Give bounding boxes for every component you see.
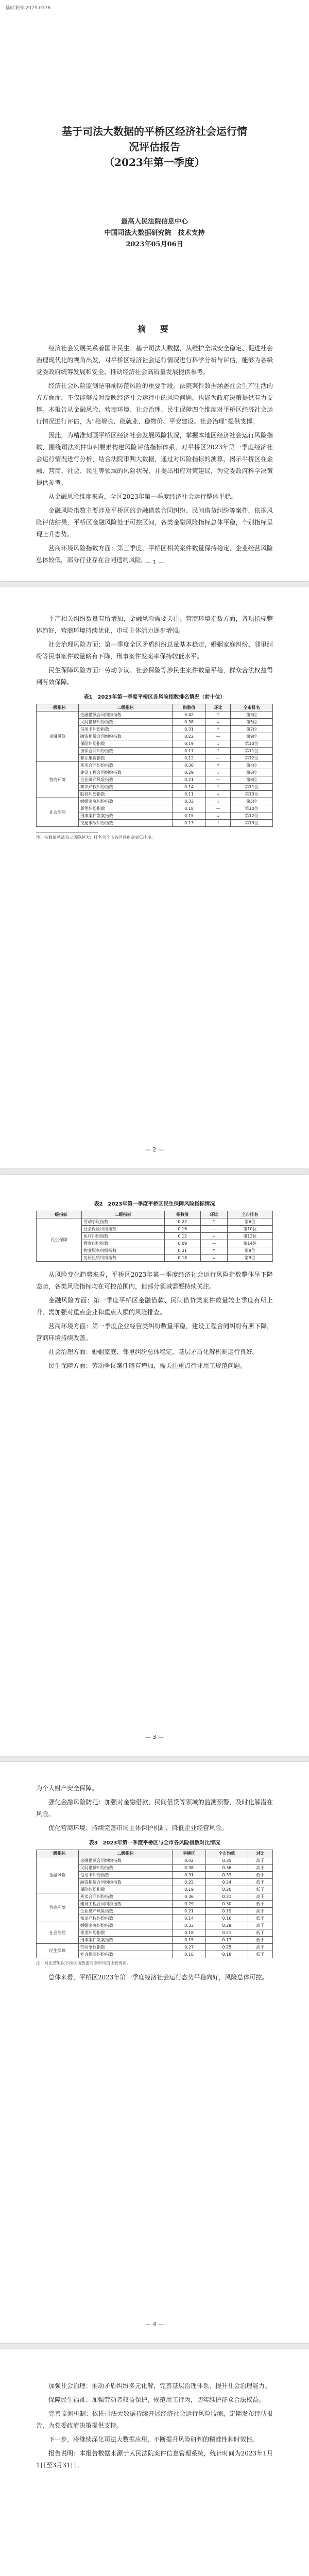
table-row [37, 1893, 273, 1901]
table-row [37, 711, 273, 719]
table-cell: 第13位 [231, 791, 273, 798]
page-number: — 2 — [145, 1146, 164, 1153]
table-cell: 第3位 [231, 711, 273, 719]
page-1 [0, 0, 309, 581]
column-header: 全市排名 [227, 1211, 272, 1218]
table-cell: 非法集资指数 [78, 755, 172, 762]
column-header: 二级指标 [78, 1850, 172, 1857]
table-cell: 民间借贷纠纷指数 [78, 719, 172, 726]
issuer-line: 中国司法大数据研究院 技术支持 [104, 229, 205, 237]
table-cell: 0.33 [173, 1922, 206, 1929]
table-cell: ↑ [200, 1218, 227, 1226]
table-cell: 第9位 [231, 733, 273, 740]
table-cell: 0.21 [164, 1247, 200, 1255]
table-cell: 建设工程合同纠纷指数 [78, 769, 172, 776]
table-cell: ↑ [206, 748, 231, 755]
table-cell: 股权纠纷指数 [78, 791, 172, 798]
table-cell: ↑ [206, 726, 231, 733]
table-cell: 物业服务纠纷指数 [82, 1247, 165, 1255]
table-cell: 劳动争议指数 [82, 1218, 165, 1226]
table-cell: 0.33 [206, 1872, 248, 1879]
table-caption: 表3 2023年第一季度平桥区与全市各风险指数对比情况 [89, 1840, 220, 1846]
paragraph: 平产相关纠纷数量有所增加，金融风险需要关注。营商环境指数方面，各项指标整体趋好，营商环境持续优化，市场主体活力逐步增强。 [36, 615, 273, 634]
paragraph: 强化金融风险防范：加强对金融借款、民间借贷等领域的监测预警，及时化解潜在风险。 [36, 1799, 273, 1818]
table-cell: 企业破产风险指数 [78, 1908, 172, 1915]
column-header: 指数值 [164, 1211, 200, 1218]
table-cell: 金融借款合同纠纷指数 [78, 1857, 172, 1865]
table-cell: 信用卡纠纷指数 [78, 726, 172, 733]
table-cell: — [200, 1240, 227, 1247]
report-title [36, 124, 273, 170]
table-cell: 0.31 [173, 726, 206, 733]
paragraph: 金融风险方面：第一季度平桥区金融借款、民间借贷类案件数量较上季度有所上升，需加强对重点企业和重点人群的风险排查。 [36, 1297, 273, 1316]
table-cell: 0.09 [164, 1240, 200, 1247]
title-line: （2023年第一季度） [104, 156, 205, 168]
table-cell: 第13位 [231, 820, 273, 827]
table-cell: 0.25 [206, 1944, 248, 1951]
table-cell: — [200, 1226, 227, 1233]
table-cell: 第4位 [231, 762, 273, 769]
title-line: 况评估报告 [129, 141, 180, 153]
table-cell: 0.15 [173, 812, 206, 820]
table-cell: 知识产权纠纷指数 [78, 1915, 172, 1922]
table-cell: 0.17 [206, 1937, 248, 1944]
table-cell: 0.38 [173, 719, 206, 726]
table-cell: 0.29 [173, 769, 206, 776]
table-cell: ↑ [206, 820, 231, 827]
table-cell: 第8位 [231, 776, 273, 784]
table-cell: 第5位 [231, 719, 273, 726]
title-line: 基于司法大数据的平桥区经济社会运行情 [62, 125, 247, 138]
table-cell: 0.17 [173, 748, 206, 755]
table-cell: 0.35 [206, 1857, 248, 1865]
paragraph: 完善监测机制：依托司法大数据持续开展经济社会运行风险监测，定期发布评估报告，为党委政府决策提供支持。 [36, 2410, 273, 2429]
table-cell: 低于 [248, 1879, 272, 1886]
table-cell: 第14位 [227, 1240, 272, 1247]
table-cell: 0.19 [173, 1886, 206, 1893]
group-cell: 营商环境 [37, 762, 79, 798]
paragraph: 从风险变化趋势来看，平桥区2023年第一季度经济社会运行风险指数整体呈下降态势，各类风险指标均在可控范围内，但部分领域需要持续关注。 [36, 1271, 273, 1290]
page-number: — 1 — [145, 559, 164, 566]
table-cell: 0.29 [173, 1901, 206, 1908]
table-cell: 第10位 [227, 1226, 272, 1233]
risk-index-table [36, 704, 273, 827]
table-cell: 0.22 [173, 1879, 206, 1886]
comparison-table [36, 1850, 273, 1958]
table-cell: 0.12 [164, 1233, 200, 1240]
group-cell: 民生保障 [37, 1218, 82, 1262]
table-row [37, 1857, 273, 1865]
group-cell: 金融风险 [37, 711, 79, 762]
table-cell: 0.21 [173, 776, 206, 784]
paragraph: 民生保障方面：劳动争议案件略有增加，需关注重点行业用工规范问题。 [48, 1362, 247, 1369]
table-cell: — [206, 776, 231, 784]
paragraph: 社会治理风险方面：第一季度全区矛盾纠纷总量基本稳定，婚姻家庭纠纷、邻里纠纷等民事案件数量略有下降，刑事案件发案率保持较低水平。 [36, 641, 273, 660]
table-cell: 0.11 [173, 791, 206, 798]
table-cell: 保险纠纷指数 [78, 1886, 172, 1893]
table-cell: 0.15 [173, 1937, 206, 1944]
table-cell: 0.16 [173, 1951, 206, 1958]
table-cell: 0.12 [173, 755, 206, 762]
table-cell: 0.16 [206, 1915, 248, 1922]
table-cell: 0.30 [206, 1901, 248, 1908]
table-caption: 表2 2023年第一季度平桥区民生保障风险指标情况 [94, 1201, 215, 1207]
table-cell: 刑事案件发案指数 [78, 812, 172, 820]
table-cell: 刑事案件发案指数 [78, 1937, 172, 1944]
table-cell: ↓ [206, 791, 231, 798]
table-cell: ↑ [200, 1247, 227, 1255]
paragraph: 社会治理方面：婚姻家庭、邻里纠纷总体稳定，基层矛盾化解机制运行良好。 [48, 1348, 259, 1355]
table-cell: 第8位 [227, 1247, 272, 1255]
paragraph: 加强社会治理：推动矛盾纠纷多元化解，完善基层治理体系，提升社会治理能力。 [48, 2382, 271, 2389]
table-cell: 0.29 [206, 1922, 248, 1929]
table-cell: 0.14 [173, 784, 206, 791]
table-cell: 医疗纠纷指数 [82, 1233, 165, 1240]
table-cell: 劳动争议指数 [78, 1944, 172, 1951]
table-row [37, 1944, 273, 1951]
table-cell: 低于 [248, 1929, 272, 1937]
table-cell: 第11位 [231, 748, 273, 755]
table-cell: 低于 [248, 1901, 272, 1908]
paragraph: 保障民生福祉：加强劳动者权益保护，规范用工行为，切实维护群众合法权益。 [48, 2396, 265, 2403]
table-caption: 表1 2023年第一季度平桥区各风险指数排名情况（前十位） [83, 694, 226, 700]
table-cell: 0.20 [206, 1886, 248, 1893]
table-cell: — [206, 805, 231, 812]
table-cell: ↓ [200, 1233, 227, 1240]
paragraph: 为个人财产安全保障。 [36, 1785, 98, 1792]
issuer-line: 最高人民法院信息中心 [121, 218, 188, 226]
table-cell: 0.18 [164, 1255, 200, 1262]
table-cell: 高于 [248, 1865, 272, 1872]
table-cell: 第5位 [231, 798, 273, 805]
column-header: 全市排名 [231, 704, 273, 711]
table-cell: 0.36 [206, 1865, 248, 1872]
page-number: — 3 — [145, 1734, 164, 1740]
table-cell: 第9位 [227, 1255, 272, 1262]
table-cell: 婚姻家庭纠纷指数 [78, 798, 172, 805]
table-cell: 买卖合同纠纷指数 [78, 762, 172, 769]
livelihood-index-table [36, 1211, 273, 1262]
column-header: 指数值 [173, 704, 206, 711]
page-4 [0, 1762, 309, 2343]
table-cell: ↓ [206, 812, 231, 820]
table-cell: 第11位 [231, 784, 273, 791]
table-cell: 担保合同纠纷指数 [78, 748, 172, 755]
table-cell: 第6位 [231, 769, 273, 776]
table-note: 注：指数值越高表示风险越大；排名为全市各区县由高到低排序。 [36, 835, 156, 840]
table-note: 注：对比结果以平桥区指数值与全市均值比较得出。 [36, 1961, 131, 1965]
table-cell: ↑ [206, 711, 231, 719]
paragraph: 因此，为精准刻画平桥区经济社会发展风险状况，掌握本地区经济社会运行风险指数，围绕司法案件审判要素构建风险评估指标体系，对平桥区2023年第一季度经济社会运行情况进行分析，结合法院审判大数据，通过对风险指标的测算，揭示平桥区在金融、营商、社会、民生等领域的风险状况，并提出相应对策建议，为党委政府科学决策提供参考。 [36, 432, 273, 486]
table-row [37, 798, 273, 805]
paragraph: 从金融风险维度来看，全区2023年第一季度经济社会运行整体平稳。 [48, 493, 237, 500]
table-cell: ↑ [206, 784, 231, 791]
table-cell: 0.22 [173, 733, 206, 740]
table-cell: 0.19 [206, 1908, 248, 1915]
abstract-heading: 摘 要 [137, 324, 171, 334]
table-cell: 0.33 [173, 798, 206, 805]
table-row [37, 1218, 273, 1226]
column-header: 环比 [200, 1211, 227, 1218]
group-cell: 金融风险 [37, 1857, 79, 1893]
table-cell: 0.36 [173, 1893, 206, 1901]
table-cell: 低于 [248, 1872, 272, 1879]
table-cell: 高于 [248, 1893, 272, 1901]
table-cell: 第10位 [231, 740, 273, 748]
column-header: 一级指标 [37, 1850, 79, 1857]
column-header: 一级指标 [37, 1211, 82, 1218]
table-cell: 0.18 [173, 1929, 206, 1937]
paragraph: 经济社会风险监测是事前防范风险的重要手段。法院案件数据涵盖社会生产生活的方方面面，不仅能够及时反映经济社会运行中的风险问题，也能为政府决策提供有力支撑。本报告从金融风险、营商环境、社会治理、民生保障四个维度对平桥区经济社会运行情况进行评估，为“稳增长、稳就业、稳物价、平安建设、社会治理”提供支撑。 [36, 382, 273, 425]
table-cell: 高于 [248, 1944, 272, 1951]
table-cell: 0.38 [173, 1865, 206, 1872]
table-cell: 信用卡纠纷指数 [78, 1872, 172, 1879]
paragraph: 营商环境方面：第一季度企业经营类纠纷数量平稳，建设工程合同纠纷有所下降，营商环境持续改善。 [36, 1323, 273, 1342]
column-header: 全市均值 [206, 1850, 248, 1857]
table-row [37, 762, 273, 769]
table-cell: ↓ [206, 798, 231, 805]
table-cell: 金融借款合同纠纷指数 [78, 711, 172, 719]
table-cell: 高于 [248, 1922, 272, 1929]
table-cell: 邻里纠纷指数 [78, 1929, 172, 1937]
paragraph: 经济社会发展关系着国计民生。基于司法大数据，从维护全域安全稳定、促进社会治理现代化的视角出发，对平桥区经济社会运行情况进行科学分析与评估，能够为各级党委政府统筹发展和安全、推动经济社会高质量发展提供参考。 [36, 345, 273, 376]
group-cell: 营商环境 [37, 1893, 79, 1922]
group-cell: 民生保障 [37, 1944, 79, 1958]
column-header: 二级指标 [78, 704, 172, 711]
issuer-block [36, 216, 273, 250]
page-5 [0, 2349, 309, 2576]
table-cell: 第12位 [231, 812, 273, 820]
table-row [37, 1922, 273, 1929]
column-header: 二级指标 [82, 1211, 165, 1218]
table-cell: 融资租赁合同纠纷指数 [78, 1879, 172, 1886]
table-cell: 低于 [248, 1951, 272, 1958]
table-cell: 0.21 [173, 1908, 206, 1915]
table-cell: 0.18 [206, 1951, 248, 1958]
paragraph: 金融风险指数主要涉及平桥区的金融借款合同纠纷、民间借贷纠纷等案件，依据风险评估结果，平桥区金融风险处于可控区间，各类金融风险指标总体平稳，个别指标呈现上升态势。 [36, 507, 273, 538]
table-cell: 高于 [248, 1908, 272, 1915]
table-cell: 0.21 [206, 1929, 248, 1937]
column-header: 一级指标 [37, 704, 79, 711]
paragraph: 下一步，将继续深化司法大数据应用，不断提升风险研判的精准性和时效性。 [48, 2436, 259, 2443]
report-date: 2023年05月06日 [126, 241, 183, 248]
group-cell: 社会治理 [37, 1922, 79, 1944]
table-cell: 0.24 [206, 1879, 248, 1886]
table-cell: 保险纠纷指数 [78, 740, 172, 748]
table-cell: 邻里纠纷指数 [78, 805, 172, 812]
footnote-divider [36, 832, 98, 833]
page-3 [0, 1175, 309, 1756]
table-cell: 民间借贷纠纷指数 [78, 1865, 172, 1872]
table-cell: 0.42 [173, 1857, 206, 1865]
column-header: 平桥区 [173, 1850, 206, 1857]
table-cell: ↓ [206, 740, 231, 748]
table-cell: 0.27 [173, 1944, 206, 1951]
paragraph: 报告说明：本报告数据来源于人民法院案件信息管理系统，统计时间为2023年1月1日至3月31日。 [36, 2450, 273, 2469]
table-cell: 融资租赁合同纠纷指数 [78, 733, 172, 740]
table-cell: 建设工程合同纠纷指数 [78, 1901, 172, 1908]
paragraph: 营商环境风险指数方面：第三季度，平桥区相关案件数量保持稳定，企业经营风险总体较低，部分行业存在合同违约风险。 [36, 545, 273, 564]
table-cell: ↑ [206, 762, 231, 769]
table-cell: 社会保险纠纷指数 [78, 1951, 172, 1958]
table-cell: 0.13 [173, 820, 206, 827]
column-header: 环比 [206, 704, 231, 711]
page-number: — 4 — [145, 2321, 164, 2328]
table-cell: 低于 [248, 1886, 272, 1893]
column-header: 对比 [248, 1850, 272, 1857]
table-cell: 婚姻家庭纠纷指数 [78, 1922, 172, 1929]
group-cell: 社会治理 [37, 798, 79, 827]
table-cell: 0.16 [164, 1226, 200, 1233]
table-cell: 0.36 [173, 762, 206, 769]
page-2 [0, 587, 309, 1168]
table-cell: 知识产权纠纷指数 [78, 784, 172, 791]
table-cell: 第6位 [227, 1218, 272, 1226]
table-cell: 0.31 [173, 1872, 206, 1879]
table-cell: 交通事故纠纷指数 [78, 820, 172, 827]
table-cell: 第10位 [231, 805, 273, 812]
table-cell: 社会保险纠纷指数 [82, 1226, 165, 1233]
table-cell: 0.31 [206, 1893, 248, 1901]
table-cell: 买卖合同纠纷指数 [78, 1893, 172, 1901]
document-number: 基础案例-2023-0176 [5, 6, 51, 11]
table-cell: 低于 [248, 1937, 272, 1944]
table-cell: 企业破产风险指数 [78, 776, 172, 784]
table-cell: 0.18 [173, 805, 206, 812]
table-cell: ↓ [206, 769, 231, 776]
table-cell: ↓ [200, 1255, 227, 1262]
table-cell: 0.42 [173, 711, 206, 719]
table-cell: 第12位 [227, 1233, 272, 1240]
table-cell: 教育纠纷指数 [82, 1240, 165, 1247]
table-cell: — [206, 755, 231, 762]
table-cell: 第7位 [231, 726, 273, 733]
table-cell: ↓ [206, 719, 231, 726]
table-cell: 高于 [248, 1857, 272, 1865]
table-cell: 0.14 [173, 1915, 206, 1922]
table-cell: 0.19 [173, 740, 206, 748]
table-cell: 房屋租赁纠纷指数 [82, 1255, 165, 1262]
table-cell: 第12位 [231, 755, 273, 762]
paragraph: 民生保障风险方面：劳动争议、社会保险等涉民生案件数量平稳，群众合法权益得到有效保障。 [36, 667, 273, 686]
paragraph: 优化营商环境：持续完善市场主体保护机制，降低企业经营风险。 [48, 1824, 228, 1832]
table-cell: — [206, 733, 231, 740]
table-cell: 0.27 [164, 1218, 200, 1226]
table-cell: 低于 [248, 1915, 272, 1922]
paragraph: 总体来看，平桥区2023年第一季度经济社会运行态势平稳向好，风险总体可控。 [48, 1974, 268, 1981]
